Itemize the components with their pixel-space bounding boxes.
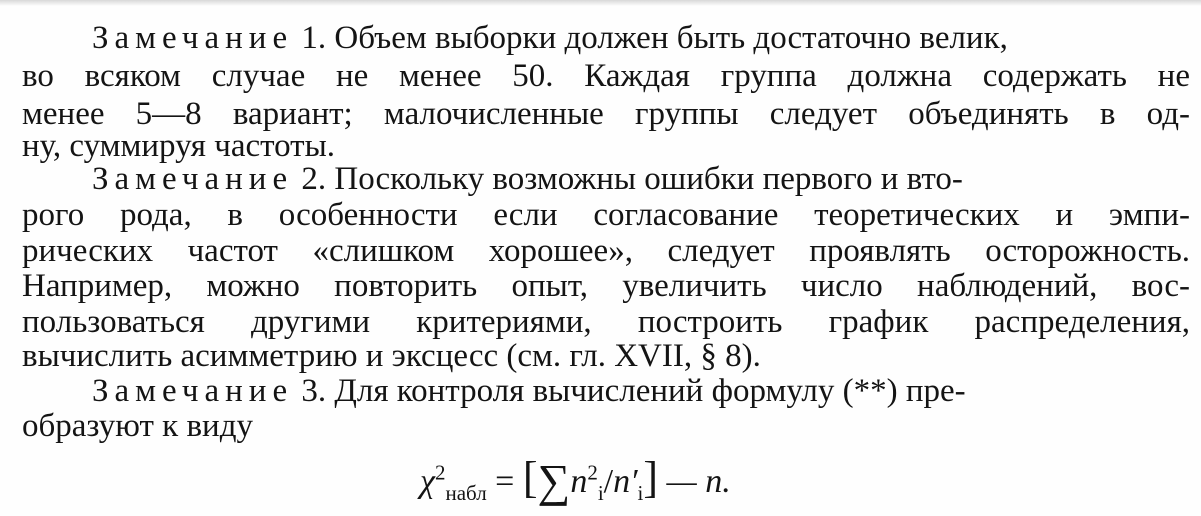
formula-n-sup: 2 — [587, 460, 598, 485]
remark-2-line-6: вычислить асимметрию и эксцесс (см. гл. XVII, § 8). — [22, 338, 761, 374]
formula-open-bracket: [ — [522, 453, 538, 502]
formula-chi-sup: 2 — [434, 460, 446, 485]
remark-2-line-2: рого рода, в особенности если согласование теоретических и эмпи- — [22, 197, 1190, 233]
page-top-edge — [0, 0, 1201, 6]
remark-1-line-3: менее 5—8 вариант; малочисленные группы следует объединять в од- — [22, 96, 1190, 132]
remark-3-line-1 — [92, 373, 1190, 409]
remark-2-line-4: Например, можно повторить опыт, увеличить число наблюдений, вос- — [22, 268, 1190, 304]
formula-nprime-sub: i — [637, 480, 644, 505]
formula-equals: = — [486, 463, 523, 500]
formula-chi-sub: набл — [445, 480, 487, 505]
remark-2-text: 2. Поскольку возможны ошибки первого и вто- — [293, 161, 963, 197]
remark-1-label: Замечание — [92, 20, 294, 56]
remark-1-text: 1. Объем выборки должен быть достаточно велик, — [293, 20, 1008, 56]
formula-n: n — [570, 463, 588, 500]
remark-1-line-2: во всяком случае не менее 50. Каждая группа должна содержать не — [22, 58, 1190, 94]
formula-slash: / — [603, 463, 614, 500]
remark-1-line-4: ну, суммируя частоты. — [22, 128, 336, 164]
remark-2-label: Замечание — [92, 161, 294, 197]
remark-3-text: 3. Для контроля вычислений формулу (**) пре- — [293, 373, 966, 409]
formula-close-bracket: ] — [643, 453, 659, 502]
remark-2-line-1 — [92, 161, 1190, 197]
formula-chi: χ — [420, 463, 435, 500]
formula-n-sub: i — [597, 480, 604, 505]
remark-1-line-1 — [92, 20, 1190, 56]
remark-2-line-3: рических частот «слишком хорошее», следует проявлять осторожность. — [22, 233, 1190, 269]
formula-tail: — n. — [658, 463, 731, 500]
chi-square-formula — [420, 453, 731, 506]
remark-3-label: Замечание — [92, 373, 294, 409]
formula-sigma: ∑ — [537, 455, 571, 506]
formula-nprime: n′ — [613, 463, 638, 500]
remark-2-line-5: пользоваться другими критериями, построить график распределения, — [22, 304, 1190, 340]
remark-3-line-2: образуют к виду — [22, 408, 253, 444]
